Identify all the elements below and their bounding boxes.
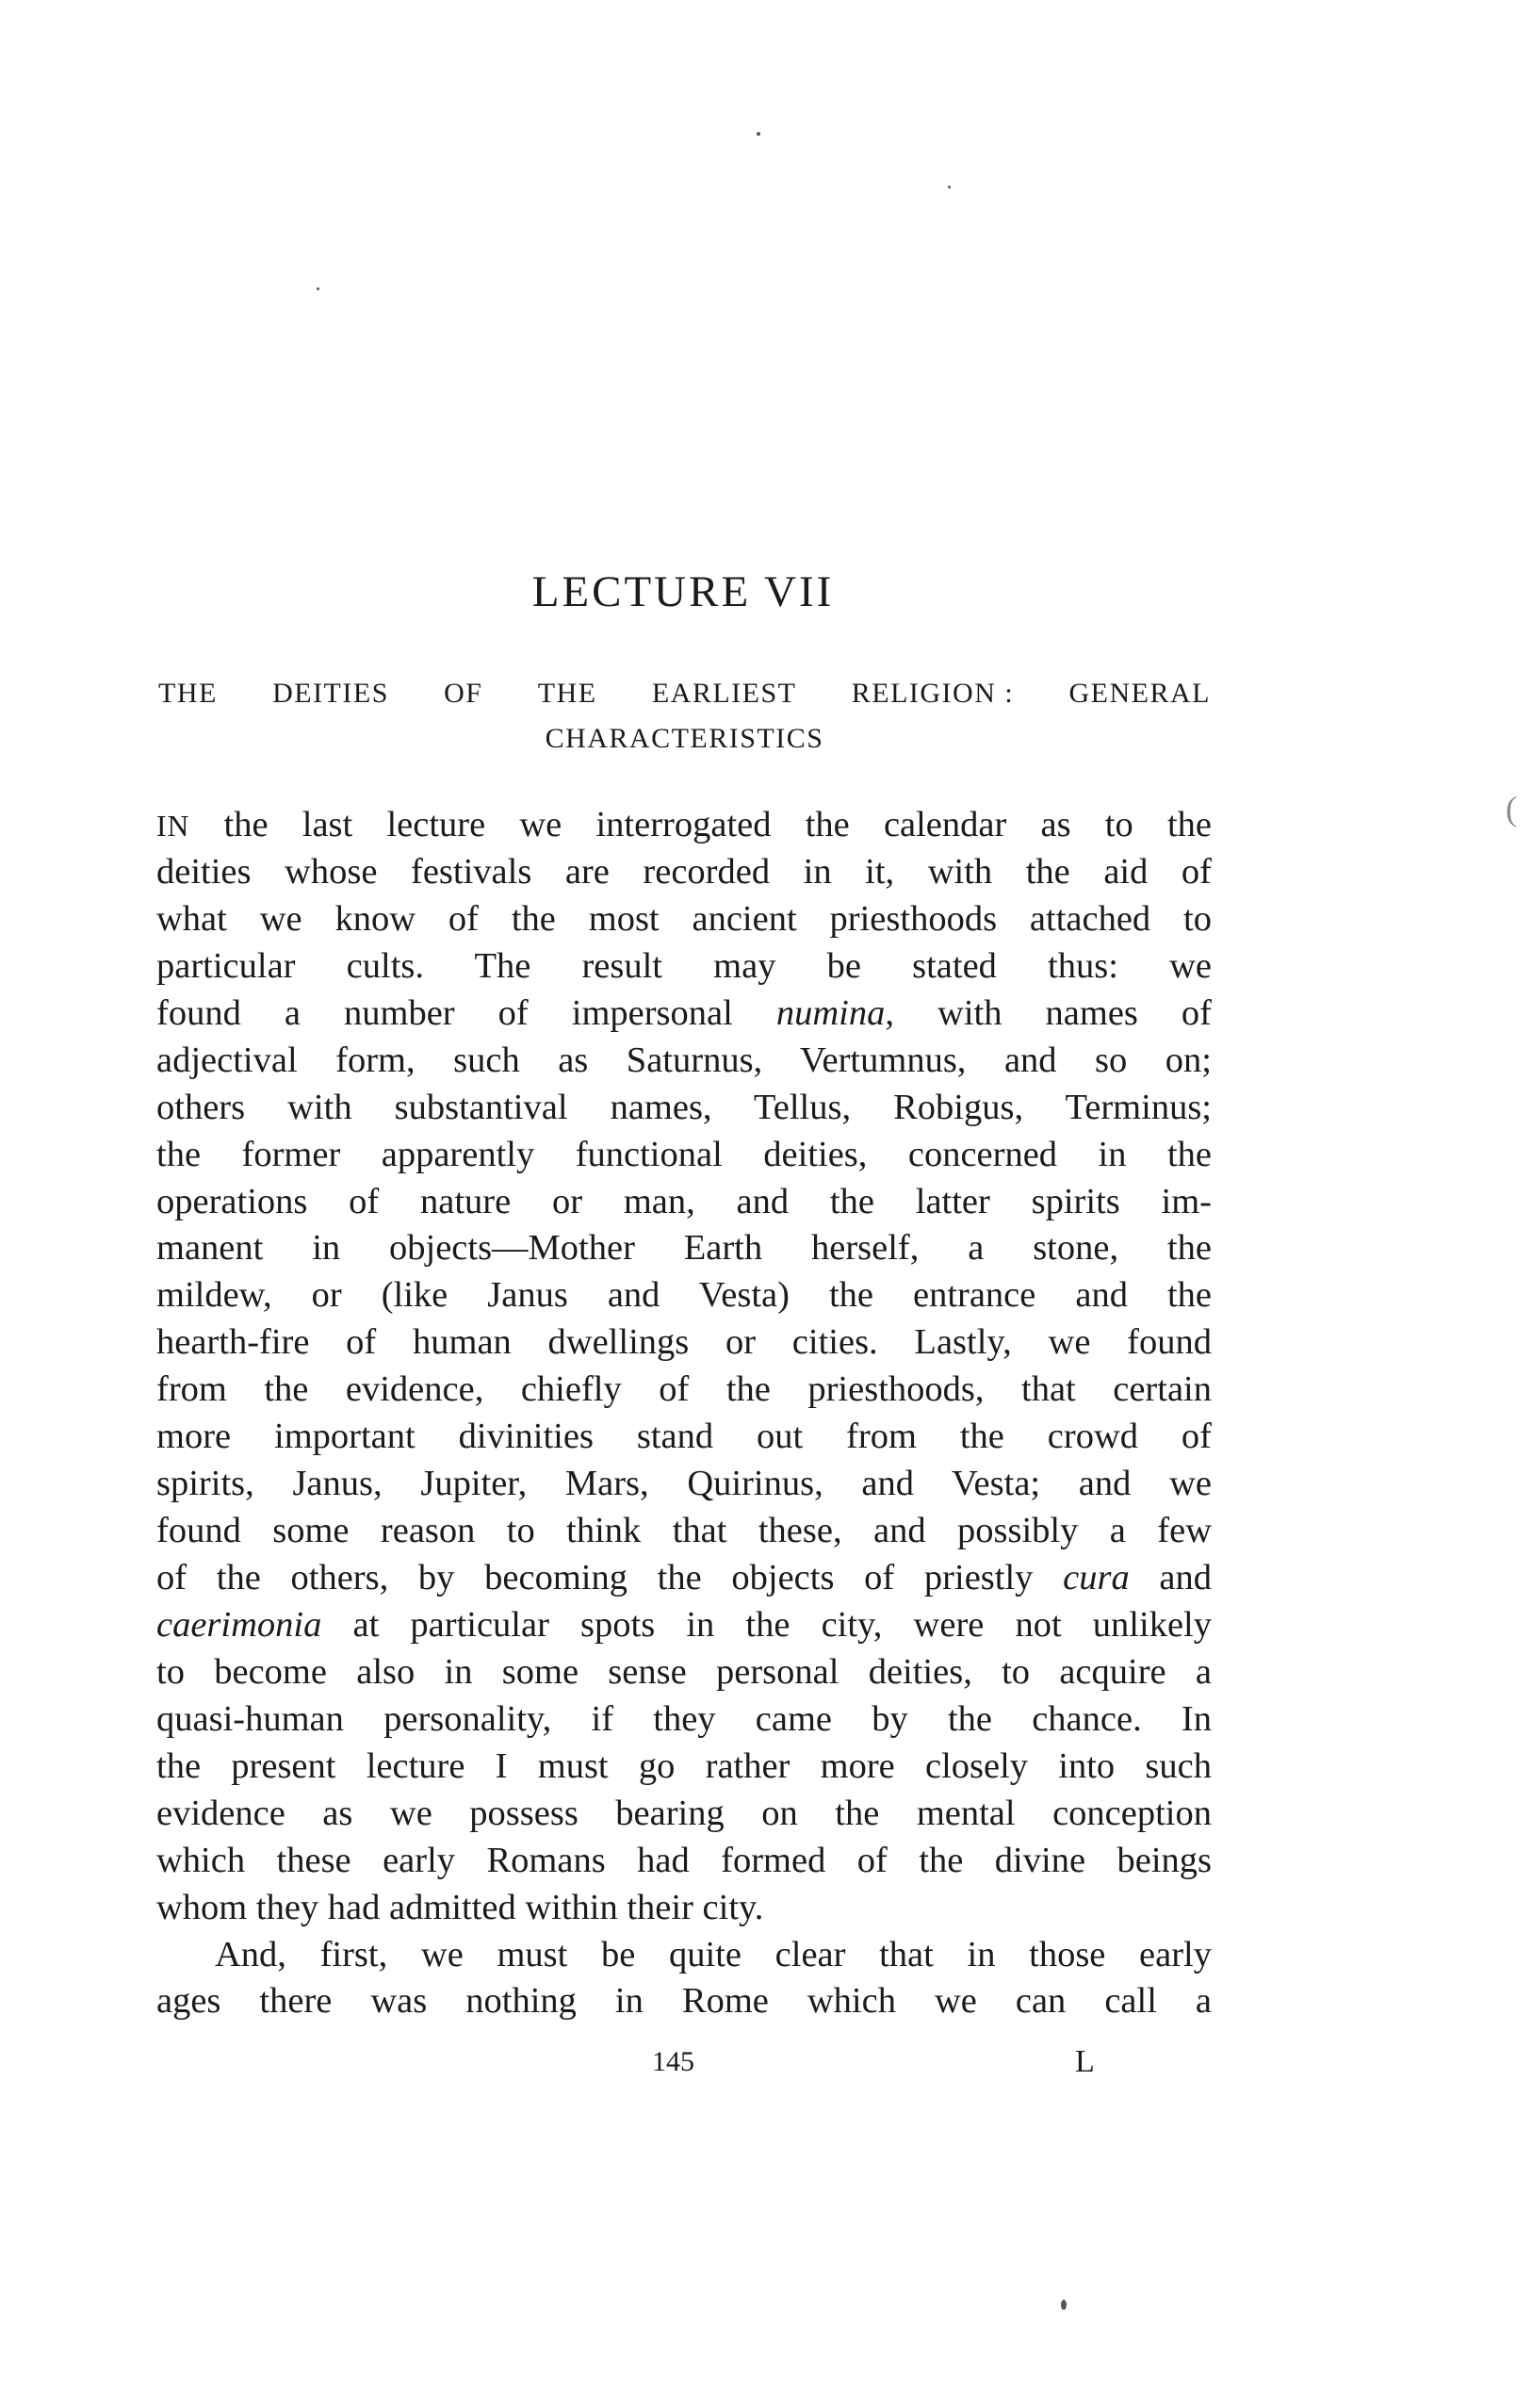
- text-line: from the evidence, chiefly of the priesthoods, that certain: [156, 1369, 1212, 1410]
- text-line: others with substantival names, Tellus, Robigus, Terminus;: [156, 1087, 1212, 1127]
- text-line: the former apparently functional deities, concerned in the: [156, 1134, 1212, 1174]
- text-line: spirits, Janus, Jupiter, Mars, Quirinus, and Vesta; and we: [156, 1464, 1212, 1504]
- drop-initial: IN: [156, 810, 190, 843]
- lecture-title: LECTURE VII: [531, 567, 835, 616]
- margin-mark: (: [1506, 790, 1517, 827]
- subtitle-word: GENERAL: [1068, 678, 1211, 709]
- text-line: And, first, we must be quite clear that in those early: [215, 1934, 1212, 1974]
- subtitle-word: THE: [537, 678, 597, 709]
- lecture-subtitle: [158, 671, 1211, 762]
- text-line: operations of nature or man, and the latter spirits im-: [156, 1181, 1212, 1221]
- italic-term: numina: [775, 992, 886, 1033]
- subtitle-word: THE: [158, 678, 218, 709]
- subtitle-line-1: [158, 671, 1211, 716]
- text-line: evidence as we possess bearing on the mental conception: [156, 1793, 1212, 1833]
- italic-term: cura: [1063, 1558, 1130, 1597]
- ink-speck: [757, 132, 760, 136]
- ink-speck: [1061, 2300, 1067, 2310]
- text-line: whom they had admitted within their city.: [156, 1887, 764, 1927]
- text-line: which these early Romans had formed of the divine beings: [156, 1840, 1212, 1880]
- text-line: IN the last lecture we interrogated the calendar as to the: [156, 805, 1212, 844]
- subtitle-word: RELIGION :: [851, 678, 1015, 709]
- text-line: quasi-human personality, if they came by the chance. In: [156, 1698, 1212, 1739]
- text-line: caerimonia at particular spots in the city, were not unlikely: [156, 1604, 1212, 1645]
- text-line: what we know of the most ancient priesthoods attached to: [156, 898, 1212, 939]
- subtitle-word: EARLIEST: [651, 678, 797, 709]
- text-line: adjectival form, such as Saturnus, Vertumnus, and so on;: [156, 1040, 1212, 1080]
- subtitle-word: OF: [444, 678, 483, 709]
- subtitle-word: DEITIES: [272, 678, 389, 709]
- ink-speck: [317, 287, 319, 290]
- signature-mark: L: [1075, 2044, 1095, 2079]
- text-line: mildew, or (like Janus and Vesta) the entrance and the: [156, 1275, 1212, 1316]
- italic-term: caerimonia: [156, 1604, 322, 1645]
- text-line: to become also in some sense personal deities, to acquire a: [156, 1651, 1212, 1692]
- text-line: found some reason to think that these, and possibly a few: [156, 1511, 1212, 1551]
- text-line: deities whose festivals are recorded in it, with the aid of: [156, 851, 1212, 892]
- body-text: [156, 802, 1212, 2025]
- text-line: particular cults. The result may be stated thus: we: [156, 945, 1212, 986]
- text-line: of the others, by becoming the objects of priestly cura and: [156, 1558, 1212, 1597]
- text-line: the present lecture I must go rather more closely into such: [156, 1745, 1212, 1786]
- text-line: manent in objects—Mother Earth herself, a stone, the: [156, 1228, 1212, 1269]
- text-line: more important divinities stand out from the crowd of: [156, 1417, 1212, 1457]
- text-line: found a number of impersonal numina, with names of: [156, 992, 1213, 1033]
- subtitle-line-2: CHARACTERISTICS: [545, 723, 824, 754]
- page-number: 145: [652, 2046, 694, 2077]
- text-line: ages there was nothing in Rome which we can call a: [156, 1981, 1212, 2022]
- ink-speck: [948, 186, 951, 188]
- text-line: hearth-fire of human dwellings or cities. Lastly, we found: [156, 1322, 1212, 1363]
